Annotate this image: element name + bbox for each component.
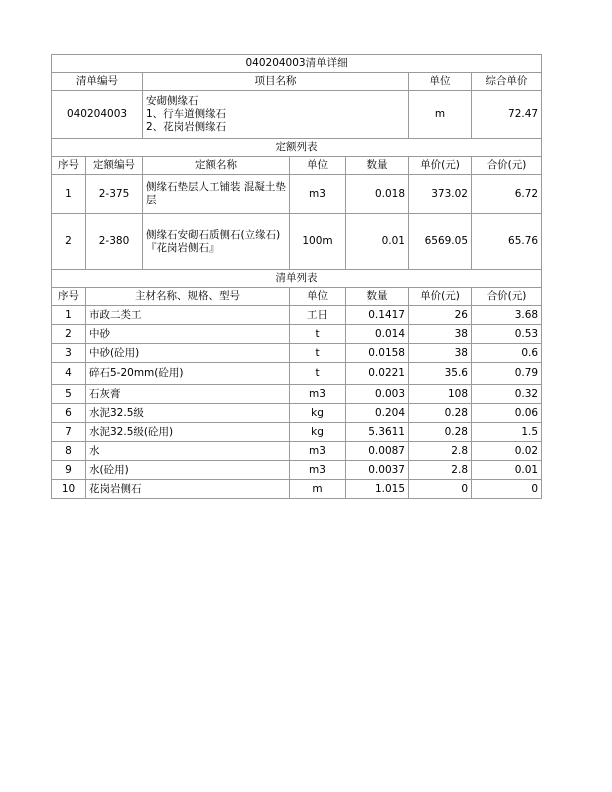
table-row [52, 480, 542, 499]
mat-total: 0.01 [472, 461, 542, 480]
mat-price: 0.28 [409, 404, 472, 423]
mat-qty: 0.014 [346, 325, 409, 344]
mat-total: 0.53 [472, 325, 542, 344]
mat-qty: 0.0037 [346, 461, 409, 480]
materials-section-row [52, 270, 542, 288]
quota-price: 373.02 [409, 175, 472, 214]
mat-total: 0.6 [472, 344, 542, 363]
materials-section-title: 清单列表 [52, 270, 542, 288]
quota-total: 65.76 [472, 214, 542, 270]
mat-total: 0.06 [472, 404, 542, 423]
quota-price: 6569.05 [409, 214, 472, 270]
mat-unit: kg [290, 423, 346, 442]
mat-index: 1 [52, 306, 86, 325]
table-row [52, 442, 542, 461]
mat-qty: 0.003 [346, 385, 409, 404]
mat-name: 水泥32.5级 [86, 404, 290, 423]
mat-price: 108 [409, 385, 472, 404]
quota-name: 侧缘石垫层人工铺装 混凝土垫层 [143, 175, 290, 214]
mat-index: 6 [52, 404, 86, 423]
mat-col-total: 合价(元) [472, 288, 542, 306]
quota-section-row [52, 139, 542, 157]
table-row [52, 214, 542, 270]
quota-section-title: 定额列表 [52, 139, 542, 157]
mat-index: 8 [52, 442, 86, 461]
mat-index: 3 [52, 344, 86, 363]
table-row [52, 363, 542, 385]
quota-col-code: 定额编号 [86, 157, 143, 175]
quota-col-unit: 单位 [290, 157, 346, 175]
item-unit-price: 72.47 [472, 91, 542, 139]
mat-unit: t [290, 325, 346, 344]
mat-price: 26 [409, 306, 472, 325]
table-row [52, 423, 542, 442]
mat-name: 石灰膏 [86, 385, 290, 404]
mat-col-index: 序号 [52, 288, 86, 306]
mat-price: 38 [409, 344, 472, 363]
mat-total: 3.68 [472, 306, 542, 325]
table-row [52, 344, 542, 363]
mat-name: 水泥32.5级(砼用) [86, 423, 290, 442]
quota-index: 2 [52, 214, 86, 270]
mat-unit: m3 [290, 385, 346, 404]
quota-qty: 0.01 [346, 214, 409, 270]
mat-unit: kg [290, 404, 346, 423]
bill-detail-table [51, 54, 542, 499]
unit-price-label: 综合单价 [472, 73, 542, 91]
mat-unit: t [290, 363, 346, 385]
quota-code: 2-380 [86, 214, 143, 270]
mat-total: 0 [472, 480, 542, 499]
title-row [52, 55, 542, 73]
mat-unit: m3 [290, 442, 346, 461]
mat-name: 花岗岩侧石 [86, 480, 290, 499]
mat-unit: m3 [290, 461, 346, 480]
quota-code: 2-375 [86, 175, 143, 214]
item-unit: m [409, 91, 472, 139]
quota-index: 1 [52, 175, 86, 214]
mat-col-name: 主材名称、规格、型号 [86, 288, 290, 306]
quota-header-row [52, 157, 542, 175]
mat-name: 市政二类工 [86, 306, 290, 325]
mat-name: 水 [86, 442, 290, 461]
bill-code-label: 清单编号 [52, 73, 143, 91]
quota-unit: 100m [290, 214, 346, 270]
table-row [52, 175, 542, 214]
mat-qty: 0.204 [346, 404, 409, 423]
mat-qty: 5.3611 [346, 423, 409, 442]
mat-qty: 0.0221 [346, 363, 409, 385]
mat-total: 0.79 [472, 363, 542, 385]
header-value-row [52, 91, 542, 139]
table-row [52, 461, 542, 480]
quota-col-total: 合价(元) [472, 157, 542, 175]
bill-code: 040204003 [52, 91, 143, 139]
mat-unit: t [290, 344, 346, 363]
table-row [52, 306, 542, 325]
mat-qty: 1.015 [346, 480, 409, 499]
mat-col-price: 单价(元) [409, 288, 472, 306]
mat-total: 0.32 [472, 385, 542, 404]
item-name-label: 项目名称 [143, 73, 409, 91]
mat-col-unit: 单位 [290, 288, 346, 306]
mat-price: 0 [409, 480, 472, 499]
mat-qty: 0.0087 [346, 442, 409, 461]
mat-price: 35.6 [409, 363, 472, 385]
unit-label: 单位 [409, 73, 472, 91]
mat-col-qty: 数量 [346, 288, 409, 306]
table-row [52, 325, 542, 344]
table-row [52, 385, 542, 404]
item-name: 安砌侧缘石 1、行车道侧缘石 2、花岗岩侧缘石 [143, 91, 409, 139]
mat-price: 2.8 [409, 442, 472, 461]
quota-qty: 0.018 [346, 175, 409, 214]
mat-name: 碎石5-20mm(砼用) [86, 363, 290, 385]
mat-index: 2 [52, 325, 86, 344]
mat-total: 0.02 [472, 442, 542, 461]
mat-index: 10 [52, 480, 86, 499]
mat-price: 38 [409, 325, 472, 344]
quota-total: 6.72 [472, 175, 542, 214]
mat-unit: 工日 [290, 306, 346, 325]
table-row [52, 404, 542, 423]
mat-price: 2.8 [409, 461, 472, 480]
quota-name: 侧缘石安砌石质侧石(立缘石)『花岗岩侧石』 [143, 214, 290, 270]
mat-qty: 0.0158 [346, 344, 409, 363]
quota-col-qty: 数量 [346, 157, 409, 175]
table-title: 040204003清单详细 [52, 55, 542, 73]
mat-qty: 0.1417 [346, 306, 409, 325]
mat-name: 中砂(砼用) [86, 344, 290, 363]
header-label-row [52, 73, 542, 91]
mat-index: 4 [52, 363, 86, 385]
mat-index: 9 [52, 461, 86, 480]
mat-name: 水(砼用) [86, 461, 290, 480]
materials-header-row [52, 288, 542, 306]
mat-unit: m [290, 480, 346, 499]
quota-unit: m3 [290, 175, 346, 214]
mat-index: 7 [52, 423, 86, 442]
quota-col-index: 序号 [52, 157, 86, 175]
mat-price: 0.28 [409, 423, 472, 442]
mat-total: 1.5 [472, 423, 542, 442]
mat-index: 5 [52, 385, 86, 404]
quota-col-name: 定额名称 [143, 157, 290, 175]
quota-col-price: 单价(元) [409, 157, 472, 175]
mat-name: 中砂 [86, 325, 290, 344]
